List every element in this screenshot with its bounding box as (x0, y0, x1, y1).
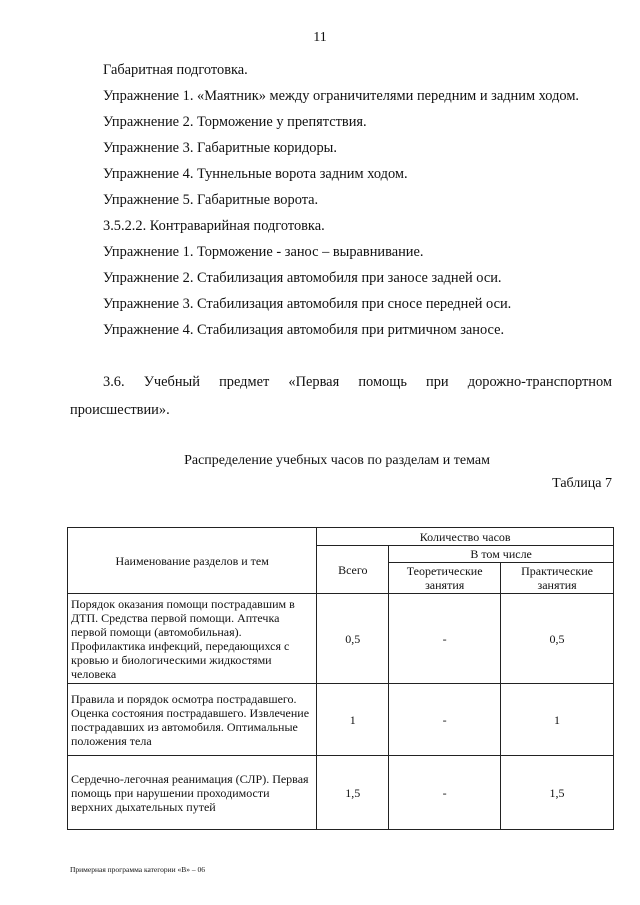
header-total: Всего (317, 546, 389, 594)
header-hours: Количество часов (317, 528, 614, 546)
list-item: Упражнение 3. Стабилизация автомобиля при сносе передней оси. (103, 296, 512, 312)
list-item: Упражнение 1. «Маятник» между ограничителями передним и задним ходом. (103, 88, 580, 104)
list-item: Упражнение 2. Стабилизация автомобиля при заносе задней оси. (103, 270, 502, 286)
row-practice: 0,5 (501, 594, 614, 684)
list-item: Упражнение 1. Торможение - занос – выравнивание. (103, 244, 424, 260)
header-practice: Практические занятия (501, 563, 614, 594)
row-total: 1 (317, 684, 389, 756)
row-theory: - (389, 684, 501, 756)
row-name: Сердечно-легочная реанимация (СЛР). Первая помощь при нарушении проходимости верхних дыхательных путей (68, 756, 317, 830)
row-practice: 1,5 (501, 756, 614, 830)
section-heading-line-2: происшествии». (70, 402, 170, 418)
header-including: В том числе (389, 546, 614, 563)
section-heading-line-1: 3.6. Учебный предмет «Первая помощь при дорожно-транспортном (103, 374, 612, 390)
list-item: Габаритная подготовка. (103, 62, 248, 78)
subsection-heading: 3.5.2.2. Контраварийная подготовка. (103, 218, 325, 234)
row-practice: 1 (501, 684, 614, 756)
row-total: 0,5 (317, 594, 389, 684)
header-theory: Теоретические занятия (389, 563, 501, 594)
page-number: 11 (313, 30, 327, 45)
hours-table (67, 527, 614, 830)
row-name: Порядок оказания помощи пострадавшим в ДТП. Средства первой помощи. Аптечка первой помощи (автомобильная). Профилактика инфекций, передающихся с кровью и биологическими жидкостями человека (68, 594, 317, 684)
header-name: Наименование разделов и тем (68, 528, 317, 594)
row-name: Правила и порядок осмотра пострадавшего. Оценка состояния пострадавшего. Извлечение пострадавших из автомобиля. Оптимальные положения тела (68, 684, 317, 756)
row-theory: - (389, 756, 501, 830)
row-theory: - (389, 594, 501, 684)
table-row (68, 594, 614, 684)
table-title: Распределение учебных часов по разделам и темам (184, 453, 490, 468)
table-row (68, 756, 614, 830)
row-total: 1,5 (317, 756, 389, 830)
page-footer: Примерная программа категории «В» – 06 (70, 865, 206, 874)
table-row (68, 684, 614, 756)
table-number: Таблица 7 (552, 476, 612, 491)
list-item: Упражнение 4. Стабилизация автомобиля при ритмичном заносе. (103, 322, 505, 338)
list-item: Упражнение 5. Габаритные ворота. (103, 192, 319, 208)
list-item: Упражнение 3. Габаритные коридоры. (103, 140, 337, 156)
list-item: Упражнение 4. Туннельные ворота задним ходом. (103, 166, 408, 182)
list-item: Упражнение 2. Торможение у препятствия. (103, 114, 367, 130)
